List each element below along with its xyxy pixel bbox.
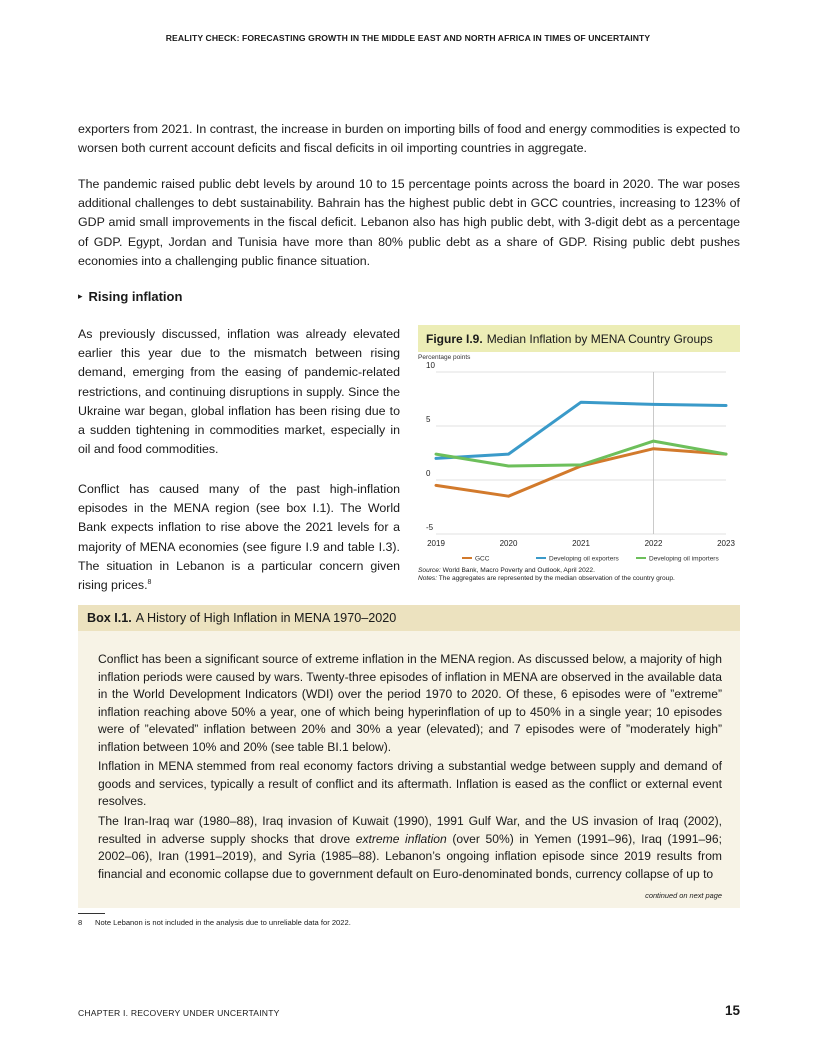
footnote-text: Note Lebanon is not included in the analysis due to unreliable data for 2022. — [95, 918, 351, 927]
box-p3-italic: extreme inflation — [355, 831, 447, 846]
legend-label-gcc: GCC — [475, 555, 490, 563]
footnote-divider — [78, 913, 105, 914]
y-tick-label-5: 5 — [426, 415, 431, 424]
figure-title: Median Inflation by MENA Country Groups — [486, 331, 713, 346]
box-p3-part1: The Iran-Iraq war (1980–88), Iraq invasion of Kuwait (1990), 1991 Gulf War, and the US invasion of Iraq (2002), resulted in adverse supply shocks that drove — [98, 814, 722, 846]
figure-source — [418, 567, 740, 584]
caret-right-icon: ▸ — [78, 291, 83, 301]
figure-label: Figure I.9. — [426, 331, 483, 346]
x-tick-label-2020: 2020 — [499, 539, 518, 548]
y-axis-label: Percentage points — [418, 354, 471, 361]
box-label: Box I.1. — [87, 611, 132, 625]
x-tick-label-2019: 2019 — [427, 539, 445, 548]
running-header: REALITY CHECK: FORECASTING GROWTH IN THE MIDDLE EAST AND NORTH AFRICA IN TIMES OF UNCERTAINTY — [165, 33, 651, 43]
box-paragraph-1: Conflict has been a significant source of extreme inflation in the MENA region. As discussed below, a majority of high inflation periods were caused by wars. Twenty-three episodes of inflation in MENA are observed in the available data in the World Development Indicators (WDI) over the period 1970 to 2020. Of these, 6 episodes were of ”extreme” inflation reaching above 50% a year, one of which being hyperinflation of up to 450% in a single year; 10 episodes were of ”elevated” inflation between 20% and 30% a year (elevated); and 7 episodes were of ”moderately high” inflation between 10% and 20% (see table BI.1 below). — [98, 652, 722, 754]
x-tick-label-2023: 2023 — [717, 539, 735, 548]
box-i1 — [78, 605, 740, 908]
section-heading-text: Rising inflation — [88, 289, 183, 304]
y-tick-label-10: 10 — [426, 361, 435, 370]
column-paragraph-1: As previously discussed, inflation was already elevated earlier this year due to the mismatch between rising demand, emerging from the easing of pandemic-related restrictions, and continuing disruptions in supply. Since the Ukraine war began, global inflation has been rising due to a sudden tightening in commodities market, especially in oil and food commodities. — [78, 327, 400, 457]
notes-text: The aggregates are represented by the median observation of the country group. — [438, 575, 675, 583]
box-paragraph-3 — [98, 813, 722, 883]
legend-label-developing-oil-importers: Developing oil importers — [649, 555, 719, 563]
box-header — [78, 605, 740, 631]
y-tick-label-0: 0 — [426, 469, 431, 478]
footnote — [78, 918, 351, 927]
column-paragraph-2 — [78, 480, 400, 595]
continued-note: continued on next page — [645, 891, 722, 900]
y-tick-label--5: -5 — [426, 523, 434, 532]
box-p3-part2: (over 50%) in Yemen (1991–96), Iraq (1991–96; 2002–06), Iran (1991–2019), and Syria (1985–88). Lebanon’s ongoing inflation episode since 2019 results from financial and economic collapse due to government default on Euro-denominated bonds, currency collapse of up to — [98, 831, 722, 881]
box-title: A History of High Inflation in MENA 1970–2020 — [135, 611, 397, 625]
footnote-number: 8 — [78, 918, 83, 927]
notes-label: Notes: — [418, 575, 438, 583]
section-heading — [78, 289, 182, 304]
chapter-footer: CHAPTER I. RECOVERY UNDER UNCERTAINTY — [78, 1008, 280, 1018]
series-line-developing-oil-importers — [436, 441, 726, 466]
figure-title-bar — [418, 325, 740, 352]
legend-label-developing-oil-exporters: Developing oil exporters — [549, 555, 619, 563]
body-paragraph-2: The pandemic raised public debt levels by around 10 to 15 percentage points across the board in 2020. The war poses additional challenges to debt sustainability. Bahrain has the highest public debt in GCC countries, increasing to 123% of GDP amid small improvements in the fiscal deficit. Lebanon also has high public debt, with 3-digit debt as a percentage of GDP. Egypt, Jordan and Tunisia have more than 80% public debt as a share of GDP. Rising public debt pushes economies into a challenging public finance situation. — [78, 177, 740, 268]
box-paragraph-2: Inflation in MENA stemmed from real economy factors driving a substantial wedge between supply and demand of goods and services, typically a result of conflict and its aftermath. Inflation is eased as the conflict or external event resolves. — [98, 759, 722, 809]
x-tick-label-2022: 2022 — [644, 539, 663, 548]
body-paragraph-1: exporters from 2021. In contrast, the increase in burden on importing bills of food and energy commodities is expected to worsen both current account deficits and fiscal deficits in oil importing countries in aggregate. — [78, 122, 740, 156]
inflation-line-chart — [414, 350, 740, 566]
page-number: 15 — [724, 1003, 740, 1018]
source-text: World Bank, Macro Poverty and Outlook, April 2022. — [442, 567, 595, 574]
x-tick-label-2021: 2021 — [572, 539, 590, 548]
footnote-ref: 8 — [147, 579, 152, 587]
column-paragraph-2-text: Conflict has caused many of the past high-inflation episodes in the MENA region (see box I.1). The World Bank expects inflation to rise above the 2021 levels for a majority of MENA economies (see figure I.9 and table I.3). The situation in Lebanon is a particular concern given rising prices. — [78, 482, 400, 593]
source-label: Source: — [418, 567, 441, 574]
